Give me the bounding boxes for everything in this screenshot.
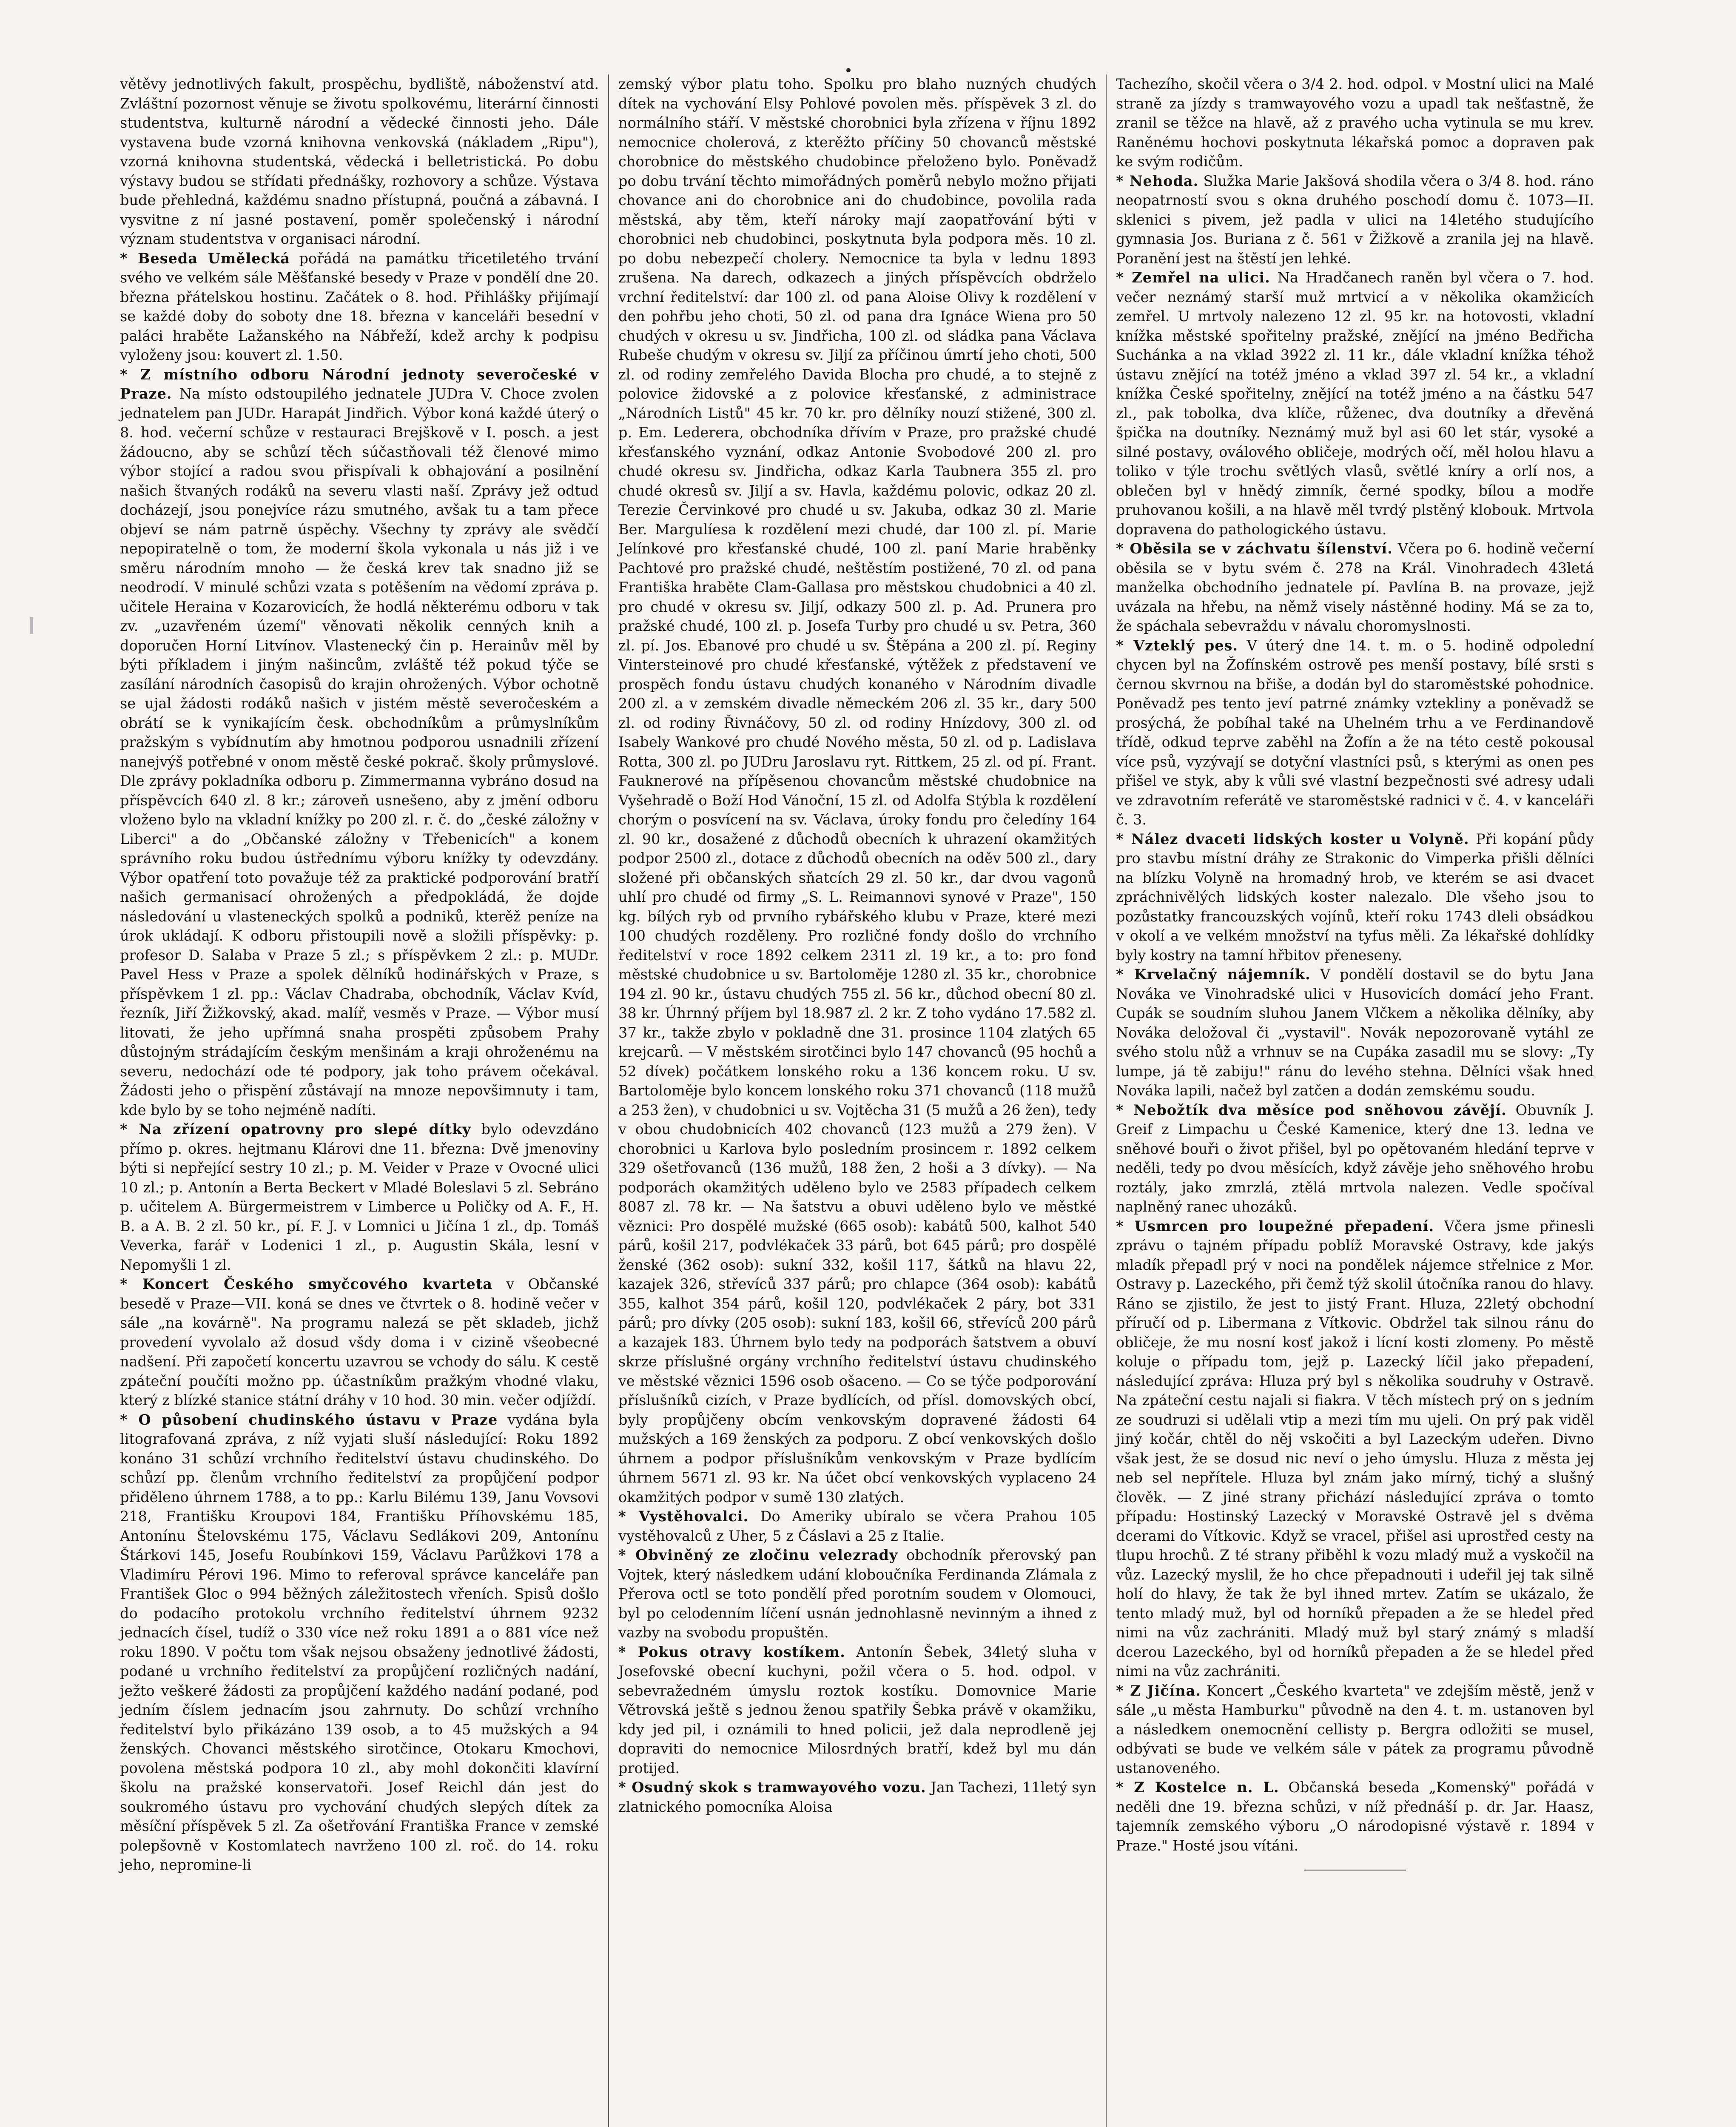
column-3: [1106, 74, 1603, 2127]
article-text: Občanská beseda „Komenský" pořádá v neděli dne 19. března schůzi, v níž přednáší p. dr. Jar. Haasz, tajemník zemského výboru „O národopisné výstavě r. 1894 v Praze." Hosté jsou vítáni.: [1116, 1779, 1594, 1854]
article-headline: * Zemřel na ulici.: [1116, 269, 1270, 286]
article-text: bylo odevzdáno přímo p. okres. hejtmanu Klárovi dne 11. března: Dvě jmenoviny býti si nepřející sestry 10 zl.; p. M. Veider v Praze v Ovocné ulici 10 zl.; p. Antonín a Berta Beckert v Mladé Boleslavi 5 zl. Sebráno p. učitelem A. Bürgermeistrem v Limberce u Poličky od A. F., H. B. a A. B. 2 zl. 50 kr., pí. F. J. v Lomnici u Jičína 1 zl., dp. Tomáš Veverka, farář v Lodenici 1 zl., p. Augustin Skála, lesní v Nepomyšli 1 zl.: [120, 1121, 599, 1273]
article-paragraph: [618, 1545, 1096, 1642]
article-text: V úterý dne 14. t. m. o 5. hodině odpolední chycen byl na Žofínském ostrově pes menší postavy, bílé srsti s černou skvrnou na břiše, a dodán byl do staroměstské pohodnice. Poněvadž pes tento jeví patrné známky vztekliny a poněvadž se prosýchá, že pobíhal také na Uhelném trhu a ve Ferdinandově třídě, odkud teprve zaběhl na Žofín a že na této cestě pokousal více psů, vyzývají se dotyční vlastníci psů, s kterými as onen pes přišel ve styk, aby k vůli své vlastní bezpečnosti své adresy udali ve zdravotním referátě ve staroměstské radnici v č. 4. v kanceláři č. 3.: [1116, 637, 1594, 828]
article-text: Služka Marie Jakšová shodila včera o 3/4 8. hod. ráno neopatrností svou s okna druhého poschodí domu č. 1073—II. sklenici s pivem, jež padla v ulici na 14letého studujícího gymnasia Jos. Buriana z č. 561 v Žižkově a zranila jej na hlavě. Poranění jest na štěstí jen lehké.: [1116, 172, 1594, 267]
article-paragraph: [1116, 171, 1594, 268]
article-paragraph: [1116, 268, 1594, 539]
article-headline: * Usmrcen pro loupežné přepadení.: [1116, 1217, 1434, 1235]
article-headline: * Z Kostelce n. L.: [1116, 1779, 1279, 1796]
article-paragraph: [618, 1507, 1096, 1545]
article-text: Včera jsme přinesli zprávu o tajném případu poblíž Moravské Ostravy, kde jakýs mladík přepadl prý v noci na pondělek nájemce střelnice z Mor. Ostravy p. Lazeckého, při čemž týž skolil útočníka ranou do hlavy. Ráno se zjistilo, že jest to jistý Frant. Hluza, 22letý obchodní příručí od p. Libermana z Vítkovic. Obdržel tak silnou ránu do obličeje, že mu nosní kosť jakož i lícní kosti zlomeny. Po městě koluje o případu tom, jejž p. Lazecký líčil jako přepadení, následující zpráva: Hluza prý byl s několika soudruhy v Ostravě. Na zpáteční cestu najali si fiakra. V těch místech prý on s jedním ze soudruzi si udělali vtip a mezi tím mu ujeli. On prý pak viděl jiný kočár, chtěl do něj vskočiti a byl Lazeckým udeřen. Divno však jest, že se dosud nic neví o jeho úmyslu. Hluza z města jej neb sel nepřítele. Hluza byl znám jako mírný, tichý a slušný člověk. — Z jiné strany přichází následující zpráva o tomto případu: Hostinský Lazecký v Moravské Ostravě jel s dvěma dcerami do Vítkovic. Když se vracel, přišel asi uprostřed cesty na tlupu hrochů. Z té strany přiběhl k vozu mladý muž a vyskočil na vůz. Lazecký myslil, že ho chce přepadnouti i udeřil jej tak silně holí do hlavy, že tak že byl ihned mrtev. Zatím se ukázalo, že tento mladý muž, byl od horníků přepaden a že se hledel před nimi na vůz zachrániti. Mladý muž byl starý známý s mladší dcerou Lazeckého, byl od horníků přepaden a že se hledel před nimi na vůz zachrániti.: [1116, 1217, 1594, 1679]
article-text: pořádá na památku třicetiletého trvání svého ve velkém sále Měšťanské besedy v Praze v pondělí dne 20. března přátelskou hostinu. Začátek o 8. hod. Přihlášky přijímají se každé doby do soboty dne 18. března v kanceláři besední v paláci hraběte Lažanského na Nábřeží, kdež archy k podpisu vyloženy jsou: kouvert zl. 1.50.: [120, 250, 599, 363]
column-1: [111, 74, 608, 2127]
article-text: Na místo odstoupilého jednatele JUDra V. Choce zvolen jednatelem pan JUDr. Harapát Jindřich. Výbor koná každé úterý o 8. hod. večerní schůze v restauraci Brejškově v I. posch. a jest žádoucno, aby se schůzí těch súčastňovali též členové mimo výbor stojící a radou svou přispívali k obhajování a posilnění našich štvaných rodáků na severu vlasti naší. Zprávy jež odtud docházejí, jsou ponejvíce rázu smutného, avšak tu a tam přece objeví se nám patrně úspěchy. Všechny ty zprávy ale svědčí nepopiratelně o tom, že moderní škola vykonala u nás již i ve směru národním mnoho — že česká krev tak snadno již se neodrodí. V minulé schůzi vzata s potěšením na vědomí zpráva p. učitele Heraina v Kozarovicích, že hodlá některému odboru v tak zv. „uzavřeném území" věnovati několik cenných knih a doporučen Horní Litvínov. Vlastenecký čin p. Herainův měl by býti příkladem i jiným našincům, zvláště též pokud týče se zasílání národních časopisů do krajin ohrožených. Výbor ochotně se ujal žádosti rodáků našich v jistém městě severočeském a obrátí se k vynikajícím česk. obchodníkům a průmyslníkům pražským s vybídnutím aby hmotnou podporou usnadnili zřízení nanejvýš potřebné v onom městě české pokrač. školy průmyslové. Dle zprávy pokladníka odboru p. Zimmermanna vybráno dosud na příspěvcích 640 zl. 8 kr.; zároveň usnešeno, aby z jmění odboru vloženo bylo na vkladní knížky po 200 zl. r. č. do „české záložny v Liberci" a do „Občanské záložny v Třebenicích" a konem správního roku budou ústřednímu výboru knížky ty odevzdány. Výbor opatření toto považuje též za praktické podporování bratří našich germanisací ohrožených a předpokládá, že dojde následování u vlasteneckých spolků a podniků, kterěž peníze na úrok ukládají. K odboru přistoupili nově a složili příspěvky: p. profesor D. Salaba v Praze 5 zl.; s příspěvkem 2 zl.: p. MUDr. Pavel Hess v Praze a spolek dělníků hodinářských v Praze, s příspěvkem 1 zl. pp.: Václav Chadraba, obchodník, Václav Kvíd, řezník, Jiří Žižkovský, akad. malíř, vesměs v Praze. — Výbor musí litovati, že jeho upřímná snaha prospěti způsobem Prahy důstojným strádajícím českým menšinám a kraji ohroženému na severu, nedochází ode té podpory, jak toho právem očekával. Žádosti jeho o přispění zůstávají na mnoze nepovšimnuty i tam, kde bylo by se toho nejméně nadíti.: [120, 385, 599, 1118]
article-text: zemský výbor platu toho. Spolku pro blaho nuzných chudých dítek na vychování Elsy Pohlové povolen měs. příspěvek 3 zl. do normálního stáří. V městské chorobnici byla zřízena v říjnu 1892 nemocnice cholerová, z kterěžto příčiny 50 chovanců městské chorobnice do městského chudobince přeloženo bylo. Poněvadž po dobu trvání těchto mimořádných poměrů nebylo možno přijati chovance ani do chorobnice ani do chudobince, povolila rada městská, aby těm, kteří nároky mají zaopatřování býti v chorobnici neb chudobinci, poskytnuta byla podpora měs. 10 zl. po dobu nebezpečí cholery. Nemocnice ta byla v lednu 1893 zrušena. Na darech, odkazech a jiných příspěvcích obdrželo vrchní ředitelství: dar 100 zl. od pana Aloise Olivy k rozdělení v den pohřbu jeho choti, 50 zl. od pana dra Ignáce Wiena pro 50 chudých v okresu u sv. Jindřicha, 100 zl. od sládka pana Václava Rubeše chudým v okresu sv. Jiljí za příčinou úmrtí jeho choti, 500 zl. od rodiny zemřelého Davida Blocha pro chudé, a to stejně z polovice židovské a z polovice křesťanské, z administrace „Národních Listů" 45 kr. 70 kr. pro dělníky nouzí stižené, 300 zl. p. Em. Lederera, obchodníka dřívím v Praze, pro pražské chudé křesťanského vyznání, odkaz Antonie Svobodové 200 zl. pro chudé okresu sv. Jindřicha, odkaz Karla Taubnera 355 zl. pro chudé okresů sv. Jiljí a sv. Havla, každému polovic, odkaz 20 zl. Terezie Červinkové pro chudé u sv. Jakuba, odkaz 30 zl. Marie Ber. Margulíesa k rozdělení mezi chudé, dar 100 zl. pí. Marie Jelínkové pro křesťanské chudé, 100 zl. paní Marie hraběnky Pachtové pro pražské chudé, neštěstím postižené, 70 zl. od pana Františka hraběte Clam-Gallasa pro městskou chudobnici a 40 zl. pro chudé v okresu sv. Jiljí, odkazy 500 zl. p. Ad. Prunera pro pražské chudé, 100 zl. p. Josefa Turby pro chudé u sv. Petra, 360 zl. pí. Jos. Ebanové pro chudé u sv. Štěpána a 200 zl. pí. Reginy Vintersteinové pro chudé křesťanské, výtěžek z představení ve prospěch fondu ústavu chudých konaného v Národním divadle 200 zl. a v zemském divadle německém 206 zl. 35 kr., dary 500 zl. od rodiny Řivnáčovy, 50 zl. od rodiny Hnízdovy, 300 zl. od Isabely Wankové pro chudé Nového města, 50 zl. od p. Ladislava Rotta, 300 zl. po JUDru Jaroslavu ryt. Rittkem, 25 zl. od pí. Frant. Fauknerové na přípěsenou chovancům městské chudobnice na Vyšehradě o Boží Hod Vánoční, 15 zl. od Adolfa Stýbla k rozdělení chorým o posvícení na sv. Václava, úroky fondu pro čeledíny 164 zl. 90 kr., dosažené z důchodů obecních k uhrazení okamžitých podpor 2500 zl., dotace z důchodů obecních na oděv 500 zl., dary složené při občanských sňatcích 29 zl. 50 kr., dar dvou vagonů uhlí pro chudé od firmy „S. L. Reimannovi synové v Praze", 150 kg. bílých ryb od prvního rybářského klubu v Praze, které mezi 100 chudých rozděleny. Pro rozličné fondy došlo do vrchního ředitelství v roce 1892 celkem 2311 zl. 19 kr., a to: pro fond městské chudobnice u sv. Bartoloměje 1280 zl. 35 kr., chorobnice 194 zl. 90 kr., ústavu chudých 755 zl. 56 kr., důchod obecní 80 zl. 38 kr. Úhrnný příjem byl 18.987 zl. 2 kr. Z toho vydáno 17.582 zl. 37 kr., takže zbylo v pokladně dne 31. prosince 1104 zlatých 65 krejcarů. — V městském sirotčinci bylo 147 chovanců (95 hochů a 52 dívek) počátkem lonského roku a 136 koncem roku. U sv. Bartoloměje bylo koncem lonského roku 371 chovanců (118 mužů a 253 žen), v chudobnici u sv. Vojtěcha 31 (5 mužů a 26 žen), tedy v obou chudobnicích 402 chovanců (123 mužů a 279 žen). V chorobnici u Karlova bylo posledním prosincem r. 1892 celkem 329 ošetřovanců (136 mužů, 188 žen, 2 hoši a 3 dívky). — Na podporách okamžitých uděleno bylo ve 2583 případech celkem 8087 zl. 78 kr. — Na šatstvu a obuvi uděleno bylo ve městké věznici: Pro dospělé mužské (665 osob): kabátů 500, kalhot 540 párů, košil 217, podvlékaček 33 párů, bot 645 párů; pro dospělé ženské (362 osob): sukní 332, košil 117, šátků na hlavu 22, kazajek 326, střevíců 337 párů; pro chlapce (364 osob): kabátů 355, kalhot 354 párů, košil 120, podvlékaček 2 páry, bot 331 párů; pro dívky (205 osob): sukní 183, košil 66, střevíců 200 párů a kazajek 183. Úhrnem bylo tedy na podporách šatstvem a obuví skrze příslušné orgány vrchního ředitelství ústavu chudinského ve městské věznici 1596 osob ošaceno. — Co se týče podporování příslušníků cizích, v Praze bydlících, od přísl. domovských obcí, byly propůjčeny obcím venkovským dopravené žádosti 64 mužských a 169 ženských za podporu. Z obcí venkovských došlo úhrnem a podpor příslušníkům venkovským v Praze bydlícím úhrnem 5671 zl. 93 kr. Na účet obcí venkovských vyplaceno 24 okamžitých podpor v sumě 130 zlatých.: [618, 76, 1096, 1505]
article-headline: * Krvelačný nájemník.: [1116, 966, 1311, 983]
article-headline: * Na zřízení opatrovny pro slepé dítky: [120, 1121, 471, 1138]
article-paragraph: [618, 74, 1096, 1507]
article-headline: * Vystěhovalci.: [618, 1508, 749, 1525]
article-text: větěvy jednotlivých fakult, prospěchu, bydliště, náboženství atd. Zvláštní pozornost věnuje se životu spolkovému, literární činnosti studentstva, kulturně národní a vědecké činnosti jeho. Dále vystavena bude vzorná knihovna venkovská (nákladem „Ripu"), vzorná knihovna studentská, vědecká i belletristická. Po dobu výstavy budou se střídati přednášky, rozhovory a schůze. Výstava bude přehledná, každému snadno přístupná, poučná a zábavná. I vysvitne z ní jasné postavení, poměr společenský i národní význam studentstva v organisaci národní.: [120, 76, 599, 247]
article-text: Při kopání půdy pro stavbu místní dráhy ze Strakonic do Vimperka přišli dělníci na blízku Volyně na hromadný hrob, ve kterém se asi dvacet zpráchnivělých lidských koster nalezalo. Dle všeho jsou to pozůstatky francouzských vojínů, kteří roku 1743 dleli obsádkou v okolí a ve velkém množství na tyfus měli. Za lékařské dohlídky byly kostry na tamní hřbitov přeneseny.: [1116, 830, 1594, 964]
ink-spot: [846, 68, 851, 72]
article-text: Na Hradčanech raněn byl včera o 7. hod. večer neznámý starší muž mrtvicí a v několika okamžicích zemřel. U mrtvoly nalezeno 12 zl. 95 kr. na hotovosti, vkladní knížka městské spořitelny pražské, znějící na jméno Bedřicha Suchánka a na vklad 3922 zl. 11 kr., dále vkladní knížka téhož ústavu znějící na totéž jméno a vklad 397 zl. 54 kr., a vkladní knížka České spořitelny, znějící na totéž jméno a na částku 547 zl., pak tobolka, dva klíče, růženec, dva doutníky a dřevěná špička na doutníky. Neznámý muž byl asi 60 let stár, vysoké a silné postavy, oválového obličeje, modrých očí, měl holou hlavu a toliko v týle trochu světlých vlasů, světlé kníry a orlí nos, a oblečen byl v hnědý zimník, černé spodky, bílou a modře pruhovanou košili, a na hlavě měl tvrdý plstěný klobouk. Mrtvola dopravena do pathologického ústavu.: [1116, 269, 1594, 538]
article-paragraph: [120, 74, 599, 249]
article-paragraph: [120, 1410, 599, 1875]
article-text: vydána byla litografovaná zpráva, z níž vyjati sluší následující: Roku 1892 konáno 31 schůzí vrchního ředitelství ústavu chudinského. Do schůzí pp. členům vrchního ředitelství za propůjčení podpor přiděleno úhrnem 1788, a to pp.: Karlu Bilému 139, Janu Vovsovi 218, Františku Kroupovi 184, Františku Příhovskému 185, Antonínu Štelovskému 175, Václavu Sedlákovi 209, Antonínu Štárkovi 145, Josefu Roubínkovi 159, Václavu Parůžkovi 178 a Vladimíru Pérovi 196. Mimo to referoval správce kanceláře pan František Gloc o 994 běžných záležitostech vřeních. Spisů došlo do podacího protokolu vrchního ředitelství úhrnem 9232 jednacích čísel, tudíž o 330 více než roku 1891 a o 881 více než roku 1890. V počtu tom však nejsou obsaženy jednotlivé žádosti, podané u vrchního ředitelství za propůjčení rozličných nadání, ježto veškeré žádosti za propůjčení každého nadání podané, pod jedním číslem jednacím jsou zahrnuty. Do schůzí vrchního ředitelství bylo přikázáno 139 osob, a to 45 mužských a 94 ženských. Chovanci městského sirotčince, Otokaru Kmochovi, povolena městská podpora 10 zl., aby mohl dokončiti klavírní školu na pražské konservatoři. Josef Reichl dán jest do soukromého ústavu pro vychování chudých slepých dítek za měsíční příspěvek 5 zl. Za ošetřování Františka France v zemské polepšovně v Kostomlatech navrženo 100 zl. roč. do 14. roku jeho, nepromine-li: [120, 1411, 599, 1873]
article-headline: * Osudný skok s tramwayového vozu.: [618, 1779, 926, 1796]
article-headline: * Beseda Umělecká: [120, 250, 290, 267]
article-text: Včera po 6. hodině večerní oběsila se v bytu svém č. 278 na Král. Vinohradech 43letá manželka obchodního jednatele pí. Pavlína B. na provaze, jejž uvázala na hřebu, na němž visely nástěnné hodiny. Má se za to, že spáchala sebevraždu v návalu choromyslnosti.: [1116, 540, 1594, 634]
article-headline: * Koncert Českého smyčcového kvarteta: [120, 1276, 492, 1292]
article-paragraph: [120, 1120, 599, 1274]
article-text: V pondělí dostavil se do bytu Jana Nováka ve Vinohradské ulici v Husovicích domácí jeho Frant. Cupák se soudním sluhou Janem Vlčkem a několika dělníky, aby Novákа deložoval či „vystavil". Novák nepozorovaně vytáhl ze svého stolu nůž a vrhnuv se na Cupáka zasadil mu se slovy: „Ty lumpe, já tě zabiju!" ránu do levého stehna. Dělníci však hned Nováka lapili, načež byl zatčen a dodán zemskému soudu.: [1116, 966, 1594, 1099]
article-paragraph: [618, 1642, 1096, 1778]
column-2: [608, 74, 1106, 2127]
article-paragraph: [1116, 1778, 1594, 1855]
article-text: v Občanské besedě v Praze—VII. koná se dnes ve čtvrtek o 8. hodině večer v sále „na kovárně". Na programu nalezá se pět skladeb, jichž provedení vyvolalo až dosud všdy doma i v cizině všeobecné nadšení. Při započetí koncertu uzavrou se vchody do sálu. K cestě zpáteční poučíti možno pp. účastníkům pražkým vhodné vlaku, který z blízké stanice státní dráhy v 10 hod. 30 min. večer odjíždí.: [120, 1276, 599, 1408]
article-paragraph: [1116, 636, 1594, 830]
article-headline: * Z Jičína.: [1116, 1682, 1201, 1699]
article-text: obchodník přerovský pan Vojtek, který následkem udání kloboučníka Ferdinanda Zlámala z Přerova octl se toto pondělí před porotním soudem v Olomouci, byl po celodenním líčení usnán jednohlasně nevinným a ihned z vazby na svobodu propuštěn.: [618, 1547, 1096, 1641]
article-paragraph: [1116, 539, 1594, 636]
article-text: Jan Tachezi, 11letý syn zlatnického pomocníka Aloisa: [618, 1779, 1096, 1815]
article-paragraph: [1116, 1217, 1594, 1681]
article-paragraph: [120, 249, 599, 365]
article-headline: * O působení chudinského ústavu v Praze: [120, 1411, 498, 1428]
article-headline: * Vzteklý pes.: [1116, 637, 1238, 654]
article-headline: * Nebožtík dva měsíce pod sněhovou závějí.: [1116, 1101, 1507, 1118]
article-headline: * Z místního odboru Národní jednoty severočeské v Praze.: [120, 366, 599, 402]
article-paragraph: [120, 365, 599, 1120]
article-text: Koncert „Českého kvarteta" ve zdejším městě, jenž v sále „u města Hamburku" původně na den 4. t. m. ustanoven byl a následkem onemocnění cellisty p. Bergra odložiti se musel, odbývati se bude ve velkém sále v pátek za programu původně ustanoveného.: [1116, 1682, 1594, 1776]
article-headline: * Obviněný ze zločinu velezrady: [618, 1547, 898, 1563]
article-text: Antonín Šebek, 34letý sluha v Josefovské obecní kuchyni, požil včera o 5. hod. odpol. v sebevražedném úmyslu roztok kostíku. Domovnice Marie Větrovská ještě s jednou ženou spatřily Šebka právě v okamžiku, kdy jed pil, i oznámili to hned policii, jež dala neprodleně jej dopraviti do nemocnice Milosrdných bratří, kdež byl mu dán protijed.: [618, 1643, 1096, 1776]
article-headline: * Nehoda.: [1116, 172, 1199, 189]
article-paragraph: [1116, 1101, 1594, 1217]
article-paragraph: [120, 1274, 599, 1410]
article-paragraph: [1116, 74, 1594, 171]
article-paragraph: [1116, 965, 1594, 1101]
article-text: Do Ameriky ubíralo se včera Prahou 105 vystěhovalců z Uher, 5 z Čáslavi a 25 z Italie.: [618, 1508, 1096, 1544]
article-headline: * Oběsila se v záchvatu šílenství.: [1116, 540, 1393, 557]
article-text: Obuvník J. Greif z Limpachu u České Kamenice, který dne 13. ledna ve sněhové bouři o život přišel, byl po opětovaném hledání teprve v neděli, tedy po dvou měsících, když závěje jeho sněhového hrobu roztály, jako zmrzlá, ztělá mrtvola nalezen. Vedle spočíval naplněný ranec uhozáků.: [1116, 1101, 1594, 1215]
article-text: Tachezího, skočil včera o 3/4 2. hod. odpol. v Mostní ulici na Malé straně za jízdy s tramwayového vozu a upadl tak nešťastně, že zranil se těžce na hlavě, až z pravého ucha vytinula se mu krev. Raněnému hochovi poskytnuta lékařská pomoc a dopraven pak ke svým rodičům.: [1116, 76, 1594, 170]
article-paragraph: [618, 1778, 1096, 1816]
article-headline: * Nález dvaceti lidských koster u Volyně.: [1116, 830, 1469, 847]
article-paragraph: [1116, 1681, 1594, 1778]
margin-mark: [30, 617, 33, 634]
article-paragraph: [1116, 830, 1594, 965]
newspaper-page: [111, 74, 1629, 2127]
article-headline: * Pokus otravy kostíkem.: [618, 1643, 845, 1660]
